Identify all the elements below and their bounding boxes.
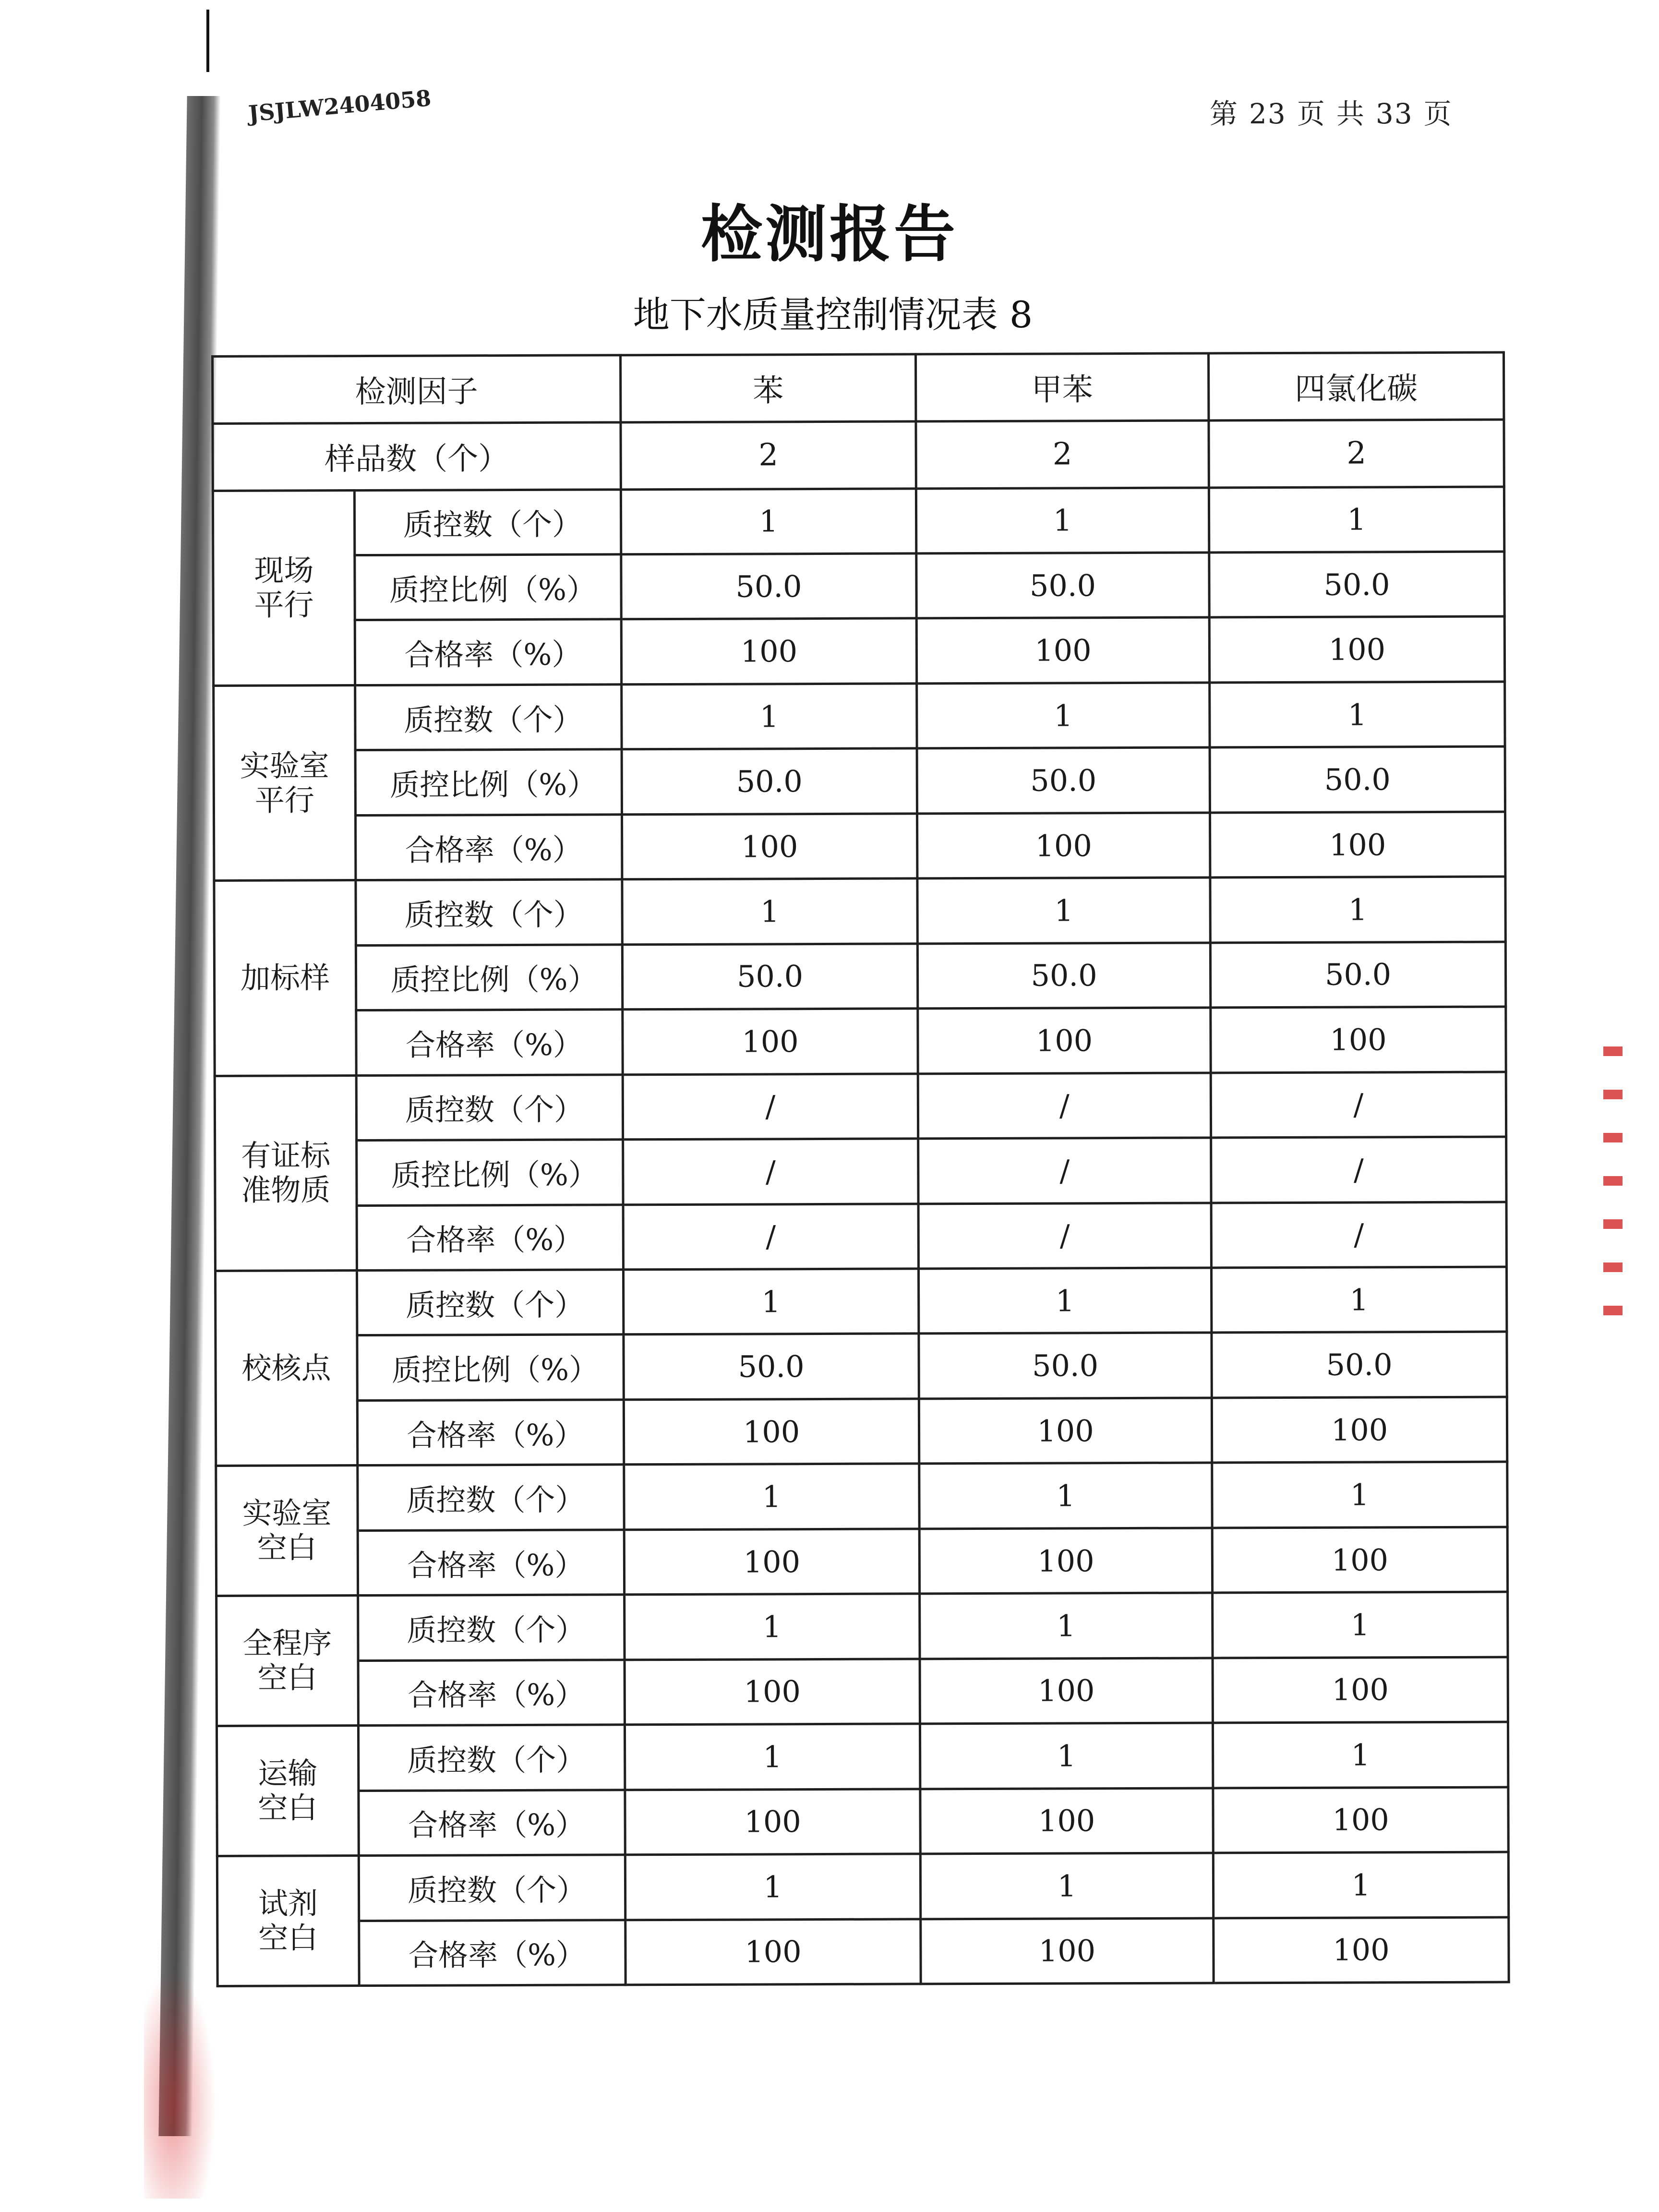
qc-value-cell: 1 [625,1854,920,1920]
table-row [216,1397,1507,1466]
table-row [214,682,1505,751]
qc-value-cell: / [623,1139,918,1204]
qc-group-label-line: 实验室 [242,1495,332,1531]
qc-value-cell: 100 [918,1008,1211,1073]
qc-value-cell: / [1211,1137,1506,1202]
qc-group-label [213,490,355,685]
qc-value-cell: 50.0 [916,553,1209,618]
table-row [215,1267,1506,1336]
qc-value-cell: 100 [1212,1397,1507,1463]
qc-value-cell: 1 [920,1723,1213,1789]
report-title: 检测报告 [700,199,958,270]
table-row [213,616,1504,685]
qc-value-cell: 50.0 [621,553,916,619]
qc-value-cell: 1 [1213,1592,1508,1658]
qc-value-cell: 1 [916,488,1209,553]
qc-group-label [216,1596,359,1726]
qc-value-cell: 100 [920,1658,1213,1724]
qc-metric-label: 质控数（个） [359,1855,625,1921]
qc-value-cell: 100 [1211,1007,1506,1072]
qc-value-cell: 100 [621,618,916,684]
factor-name: 四氯化碳 [1208,352,1503,421]
qc-metric-label: 合格率（%） [355,619,621,685]
qc-group-label [217,1856,359,1986]
table-row [213,552,1504,621]
table-row [214,746,1505,816]
qc-metric-label: 质控比例（%） [355,554,621,620]
qc-value-cell: 1 [622,878,917,944]
qc-metric-label: 质控比例（%） [355,749,622,815]
table-row [216,1592,1508,1661]
table-row [214,812,1505,881]
qc-metric-label: 质控数（个） [355,685,622,750]
table-row [217,1917,1509,1986]
qc-metric-label: 质控数（个） [358,1595,625,1660]
qc-metric-label: 合格率（%） [357,1400,624,1466]
qc-value-cell: 50.0 [1212,1332,1507,1397]
qc-group-label [214,685,356,880]
table-row [214,877,1505,946]
qc-value-cell: 50.0 [1209,552,1504,617]
qc-group-label-line: 校核点 [241,1350,331,1386]
qc-metric-label: 质控比例（%） [357,1140,623,1205]
qc-value-cell: / [1211,1072,1506,1138]
table-row [217,1852,1508,1921]
qc-group-label-line: 加标样 [240,960,330,996]
table-row [216,1722,1508,1791]
qc-value-cell: 100 [1212,1527,1507,1593]
qc-metric-label: 合格率（%） [358,1530,624,1596]
qc-value-cell: 1 [1211,1267,1506,1333]
qc-value-cell: 50.0 [624,1334,919,1399]
red-seal-trace-right [1603,1046,1623,1344]
table-row [215,1007,1506,1076]
qc-metric-label: 合格率（%） [359,1790,625,1855]
qc-value-cell: 1 [917,878,1210,943]
qc-group-label-line: 平行 [254,587,314,623]
qc-value-cell: 1 [918,1268,1211,1334]
page-total-word: 共 [1336,97,1365,130]
qc-group-label [216,1726,359,1856]
qc-value-cell: 1 [920,1593,1213,1659]
factor-name: 苯 [621,354,916,422]
qc-value-cell: 100 [625,1659,920,1725]
qc-value-cell: 100 [624,1399,919,1465]
qc-value-cell: 1 [1210,682,1505,747]
page-current: 23 [1249,97,1286,130]
qc-value-cell: 100 [920,1788,1213,1854]
qc-group-label-line: 实验室 [240,747,329,783]
qc-metric-label: 质控数（个） [357,1270,623,1335]
qc-metric-label: 合格率（%） [357,1204,623,1270]
qc-metric-label: 合格率（%） [359,1920,625,1985]
qc-value-cell: 1 [917,683,1210,748]
qc-value-cell: 1 [625,1724,920,1790]
sample-count-value: 2 [621,421,916,490]
page-indicator [1210,91,1463,132]
qc-group-label [215,1075,357,1271]
qc-group-label [216,1466,358,1596]
table-row [216,1462,1507,1531]
binding-edge-line [206,10,209,72]
qc-value-cell: 1 [1210,877,1505,942]
qc-group-label-line: 平行 [254,782,315,818]
qc-value-cell: 100 [622,814,917,879]
qc-group-label-line: 有证标 [241,1138,331,1174]
qc-value-cell: 1 [625,1594,920,1659]
qc-value-cell: 1 [1213,1722,1508,1788]
document-code: JSJLW2404058 [247,84,433,127]
qc-value-cell: 50.0 [622,944,917,1010]
qc-group-label-line: 全程序 [242,1625,332,1661]
table-row [215,1137,1506,1206]
table-title: 地下水质量控制情况表 8 [633,293,1033,336]
qc-group-label-line: 运输 [258,1755,318,1791]
red-seal-trace-left [144,1968,216,2199]
table-row [215,1072,1506,1141]
factor-header: 检测因子 [213,355,621,423]
qc-value-cell: 100 [624,1529,919,1595]
qc-value-cell: / [918,1202,1211,1268]
qc-value-cell: 100 [1210,812,1505,878]
table-row [216,1332,1507,1401]
qc-metric-label: 质控数（个） [356,1074,623,1140]
qc-value-cell: / [623,1203,918,1269]
qc-group-label [215,1271,357,1466]
qc-value-cell: 100 [625,1919,921,1984]
qc-value-cell: 100 [921,1918,1214,1984]
qc-value-cell: 100 [1213,1657,1508,1723]
qc-table [211,351,1510,1987]
qc-metric-label: 合格率（%） [358,1659,625,1725]
sample-count-row [213,420,1504,491]
table-header-row [213,352,1504,423]
page-suffix: 页 [1423,97,1453,130]
qc-value-cell: 100 [1214,1917,1509,1983]
qc-metric-label: 质控数（个） [358,1725,625,1791]
sample-count-value: 2 [916,421,1209,489]
table-row [214,942,1505,1011]
qc-metric-label: 质控数（个） [358,1465,624,1530]
qc-metric-label: 质控比例（%） [357,1334,624,1400]
qc-value-cell: 100 [1209,616,1504,682]
qc-value-cell: / [1211,1202,1506,1268]
qc-metric-label: 质控数（个） [354,489,621,555]
qc-group-label-line: 空白 [258,1920,318,1956]
page-total: 33 [1375,97,1413,130]
qc-value-cell: 100 [1213,1787,1508,1853]
qc-metric-label: 合格率（%） [356,815,622,880]
page-word: 页 [1297,97,1326,130]
qc-value-cell: 100 [919,1528,1212,1594]
qc-value-cell: 1 [1212,1462,1507,1527]
table-row [215,1202,1506,1271]
qc-value-cell: 1 [621,488,916,554]
qc-group-label [214,880,356,1076]
qc-value-cell: 1 [920,1853,1213,1919]
qc-value-cell: 1 [1213,1852,1508,1918]
sample-count-label: 样品数（个） [213,422,621,491]
qc-value-cell: 1 [623,1269,918,1334]
qc-value-cell: 100 [625,1789,920,1854]
qc-group-label-line: 空白 [258,1790,318,1826]
qc-value-cell: 50.0 [1210,942,1505,1008]
qc-value-cell: / [918,1073,1211,1139]
qc-value-cell: 100 [919,1398,1212,1464]
qc-value-cell: 50.0 [622,748,917,814]
table-row [213,487,1504,556]
qc-value-cell: / [918,1138,1211,1203]
table-row [216,1657,1508,1726]
qc-value-cell: 1 [622,684,917,749]
qc-metric-label: 合格率（%） [356,1010,623,1075]
qc-value-cell: 100 [917,813,1210,878]
qc-metric-label: 质控比例（%） [356,945,622,1010]
table-row [216,1527,1507,1596]
qc-value-cell: 1 [624,1464,919,1529]
qc-group-label-line: 试剂 [258,1886,318,1921]
sample-count-value: 2 [1209,420,1504,488]
table-row [217,1787,1508,1856]
qc-group-label-line: 空白 [257,1530,317,1565]
qc-value-cell: 50.0 [917,943,1210,1009]
qc-value-cell: / [623,1073,918,1139]
factor-name: 甲苯 [916,353,1209,421]
qc-value-cell: 1 [1209,487,1504,553]
qc-value-cell: 50.0 [917,747,1210,813]
qc-value-cell: 1 [919,1463,1212,1528]
qc-group-label-line: 空白 [257,1660,317,1695]
qc-value-cell: 50.0 [919,1333,1212,1398]
qc-value-cell: 50.0 [1210,746,1505,812]
qc-group-label-line: 准物质 [241,1172,331,1208]
qc-value-cell: 100 [623,1009,918,1074]
qc-group-label-line: 现场 [254,553,314,588]
qc-metric-label: 质控数（个） [356,879,622,945]
page-prefix: 第 [1210,97,1239,130]
qc-value-cell: 100 [916,617,1209,683]
